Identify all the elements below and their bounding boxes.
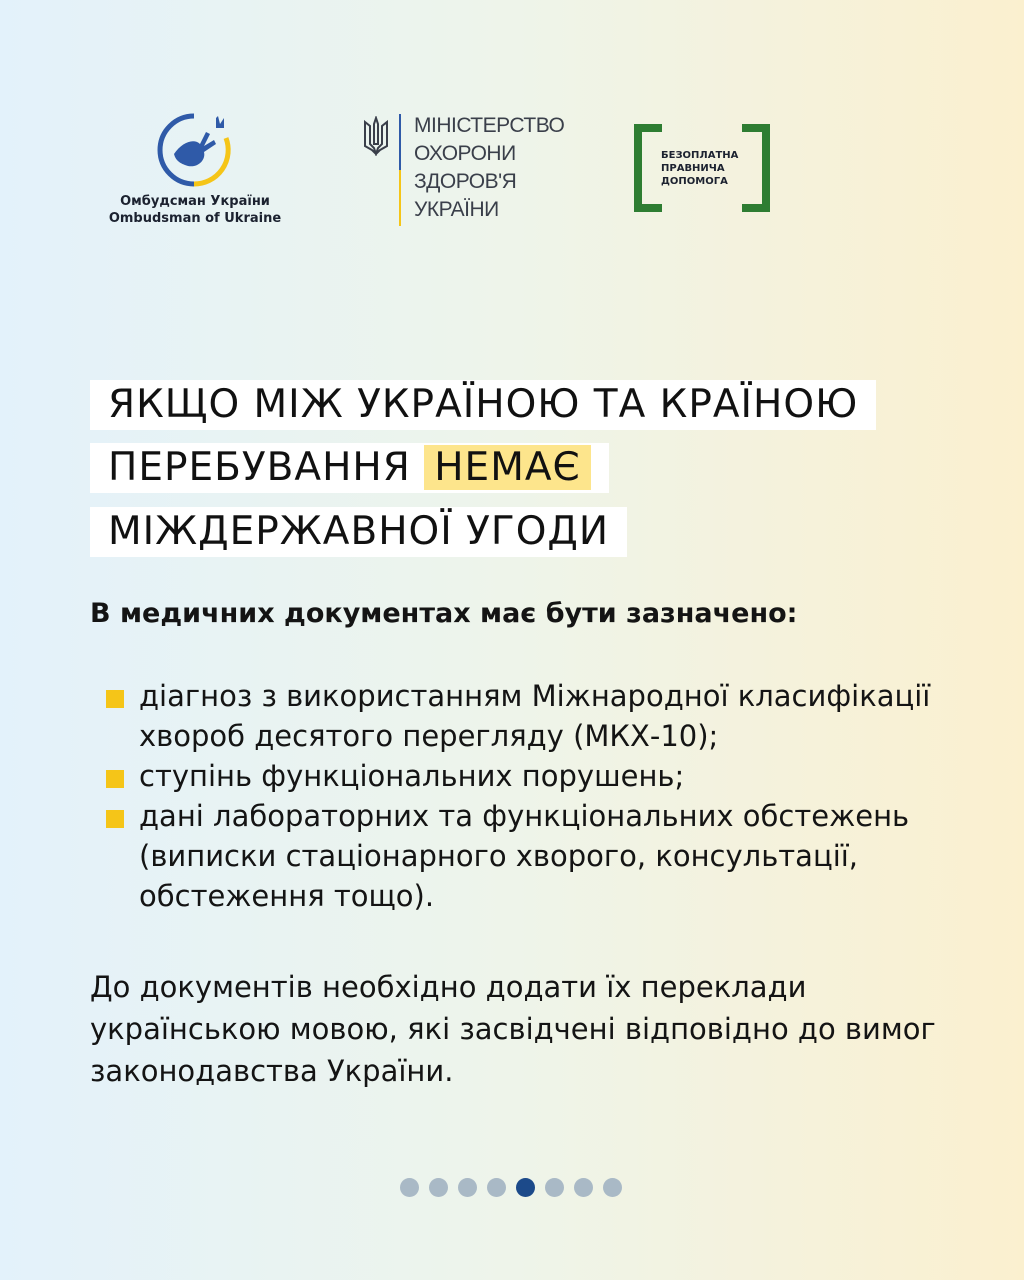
ministry-name-line: МІНІСТЕРСТВО: [414, 114, 565, 137]
headline-line-1: ЯКЩО МІЖ УКРАЇНОЮ ТА КРАЇНОЮ: [90, 380, 876, 430]
headline-highlight: НЕМАЄ: [424, 445, 591, 490]
legal-aid-name-line: БЕЗОПЛАТНА: [661, 150, 739, 161]
pagination-dot[interactable]: [603, 1178, 622, 1197]
ombudsman-name-ua: Омбудсман України: [120, 194, 270, 209]
headline-line-2-text: ПЕРЕБУВАННЯ: [108, 445, 425, 490]
ombudsman-logo: [100, 108, 290, 233]
headline-line-2: [90, 443, 609, 493]
carousel-pagination: [400, 1178, 622, 1197]
trident-icon: [362, 116, 390, 156]
list-item: [104, 676, 1004, 756]
headline-line-3: МІЖДЕРЖАВНОЇ УГОДИ: [90, 507, 627, 557]
pagination-dot[interactable]: [574, 1178, 593, 1197]
pagination-dot-active[interactable]: [516, 1178, 535, 1197]
pagination-dot[interactable]: [458, 1178, 477, 1197]
ministry-name: [414, 112, 564, 224]
pagination-dot[interactable]: [400, 1178, 419, 1197]
ministry-divider: [399, 114, 401, 226]
list-item-text: ступінь функціональних порушень;: [139, 759, 685, 793]
ministry-name-line: ОХОРОНИ: [414, 142, 516, 165]
bullet-square-icon: [106, 690, 124, 708]
ministry-name-line: УКРАЇНИ: [414, 198, 499, 221]
free-legal-aid-logo: [634, 124, 770, 214]
bullet-square-icon: [106, 770, 124, 788]
bracket-left-icon: [634, 124, 662, 212]
bullet-list: [104, 676, 1004, 916]
list-item-text: діагноз з використанням Міжнародної класифікації хвороб десятого перегляду (МКХ-10);: [139, 679, 931, 753]
legal-aid-name-line: ПРАВНИЧА: [661, 163, 725, 174]
legal-aid-name-line: ДОПОМОГА: [661, 176, 728, 187]
ombudsman-name-en: Ombudsman of Ukraine: [108, 211, 282, 226]
legal-aid-name: [661, 149, 738, 188]
pagination-dot[interactable]: [545, 1178, 564, 1197]
pagination-dot[interactable]: [487, 1178, 506, 1197]
list-item-text: дані лабораторних та функціональних обстежень (виписки стаціонарного хворого, консультації, обстеження тощо).: [139, 799, 910, 913]
ministry-name-line: ЗДОРОВ'Я: [414, 170, 517, 193]
ombudsman-hand-icon: [154, 110, 234, 188]
closing-paragraph: До документів необхідно додати їх переклади українською мовою, які засвідчені відповідно до вимог законодавства України.: [90, 970, 936, 1088]
bullet-square-icon: [106, 810, 124, 828]
list-item: [104, 796, 1004, 916]
list-item: [104, 756, 1004, 796]
subheading: В медичних документах має бути зазначено:: [90, 598, 798, 629]
bracket-right-icon: [742, 124, 770, 212]
pagination-dot[interactable]: [429, 1178, 448, 1197]
ministry-of-health-logo: [362, 112, 565, 232]
